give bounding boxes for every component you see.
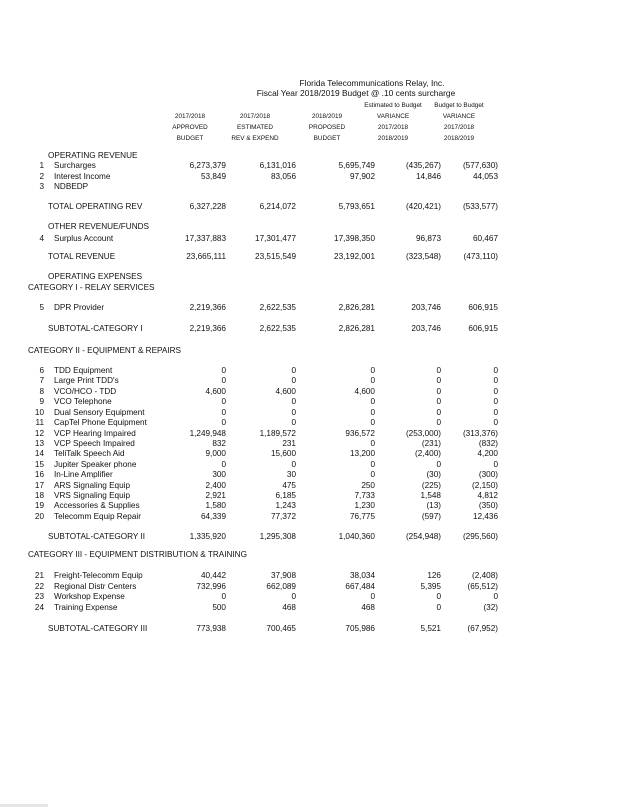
cell-col-4: 0 bbox=[436, 387, 441, 396]
cell-col-2: 662,089 bbox=[266, 582, 296, 591]
cell-col-4: 203,746 bbox=[411, 324, 441, 333]
table-row bbox=[0, 603, 624, 614]
cell-col-1: 300 bbox=[212, 470, 226, 479]
table-row bbox=[0, 449, 624, 460]
row-label: VCP Speech Impaired bbox=[54, 439, 135, 448]
cell-col-4: (231) bbox=[421, 439, 441, 448]
cell-col-1: 0 bbox=[221, 397, 226, 406]
cell-col-1: 832 bbox=[212, 439, 226, 448]
cell-col-1: 0 bbox=[221, 376, 226, 385]
section-category-1: CATEGORY I - RELAY SERVICES bbox=[28, 283, 155, 292]
row-label: VCO Telephone bbox=[54, 397, 112, 406]
cell-col-1: 0 bbox=[221, 366, 226, 375]
row-label: VCP Hearing Impaired bbox=[54, 429, 136, 438]
cell-col-1: 0 bbox=[221, 460, 226, 469]
table-row bbox=[0, 592, 624, 603]
cell-col-5: 0 bbox=[493, 387, 498, 396]
line-number: 14 bbox=[34, 449, 44, 458]
cell-col-1: 17,337,883 bbox=[185, 234, 226, 243]
cell-col-3: 0 bbox=[370, 408, 375, 417]
cell-col-1: 6,273,379 bbox=[189, 161, 226, 170]
table-row bbox=[0, 397, 624, 408]
row-label: TDD Equipment bbox=[54, 366, 113, 375]
cell-col-4: (435,267) bbox=[405, 161, 441, 170]
header-c4-line-2: 2017/2018 bbox=[377, 124, 409, 131]
cell-col-1: 23,665,111 bbox=[186, 252, 226, 261]
row-label: TeliTalk Speech Aid bbox=[54, 449, 125, 458]
cell-col-2: 6,185 bbox=[275, 491, 296, 500]
row-label: SUBTOTAL-CATEGORY II bbox=[48, 532, 146, 541]
cell-col-5: 60,467 bbox=[472, 234, 498, 243]
cell-col-1: 2,400 bbox=[205, 481, 226, 490]
cell-col-5: 0 bbox=[493, 397, 498, 406]
table-row bbox=[0, 418, 624, 429]
cell-col-1: 773,938 bbox=[196, 624, 226, 633]
cell-col-1: 0 bbox=[221, 418, 226, 427]
row-label: Interest Income bbox=[54, 172, 111, 181]
cell-col-2: 83,056 bbox=[270, 172, 296, 181]
cell-col-3: 0 bbox=[370, 418, 375, 427]
header-c2-line-2: REV & EXPEND bbox=[231, 135, 279, 142]
line-number: 13 bbox=[34, 439, 44, 448]
cell-col-4: 0 bbox=[436, 418, 441, 427]
cell-col-3: 667,484 bbox=[345, 582, 375, 591]
cell-col-1: 732,996 bbox=[196, 582, 226, 591]
cell-col-4: 14,846 bbox=[415, 172, 441, 181]
cell-col-2: 6,131,016 bbox=[259, 161, 296, 170]
cell-col-5: 0 bbox=[493, 592, 498, 601]
cell-col-3: 0 bbox=[370, 376, 375, 385]
cell-col-1: 1,249,948 bbox=[189, 429, 226, 438]
cell-col-2: 0 bbox=[291, 397, 296, 406]
cell-col-3: 23,192,001 bbox=[334, 252, 375, 261]
cell-col-3: 7,733 bbox=[354, 491, 375, 500]
cell-col-2: 1,189,572 bbox=[259, 429, 296, 438]
line-number: 16 bbox=[34, 470, 44, 479]
cell-col-5: 606,915 bbox=[468, 303, 498, 312]
header-c2-line-1: ESTIMATED bbox=[236, 124, 274, 131]
cell-col-4: 0 bbox=[436, 460, 441, 469]
cell-col-1: 1,335,920 bbox=[189, 532, 226, 541]
cell-col-1: 64,339 bbox=[200, 512, 226, 521]
total-row bbox=[0, 202, 624, 213]
table-row bbox=[0, 234, 624, 245]
cell-col-2: 0 bbox=[291, 418, 296, 427]
line-number: 9 bbox=[39, 397, 44, 406]
cell-col-3: 5,695,749 bbox=[338, 161, 375, 170]
table-row bbox=[0, 571, 624, 582]
line-number: 24 bbox=[34, 603, 44, 612]
cell-col-3: 97,902 bbox=[349, 172, 375, 181]
cell-col-5: 0 bbox=[493, 366, 498, 375]
row-label: Surplus Account bbox=[54, 234, 114, 243]
header-c4-line-3: 2018/2019 bbox=[377, 135, 409, 142]
row-label: Jupiter Speaker phone bbox=[54, 460, 137, 469]
cell-col-2: 0 bbox=[291, 376, 296, 385]
line-number: 3 bbox=[39, 182, 44, 191]
cell-col-2: 4,600 bbox=[275, 387, 296, 396]
cell-col-4: 203,746 bbox=[411, 303, 441, 312]
line-number: 10 bbox=[34, 408, 44, 417]
row-label: Dual Sensory Equipment bbox=[54, 408, 145, 417]
line-number: 15 bbox=[34, 460, 44, 469]
row-label: TOTAL OPERATING REV bbox=[48, 202, 143, 211]
cell-col-4: 0 bbox=[436, 592, 441, 601]
row-label: Large Print TDD's bbox=[54, 376, 119, 385]
cell-col-3: 2,826,281 bbox=[338, 303, 375, 312]
cell-col-1: 1,580 bbox=[205, 501, 226, 510]
cell-col-5: (832) bbox=[478, 439, 498, 448]
cell-col-2: 23,515,549 bbox=[255, 252, 296, 261]
row-label: NDBEDP bbox=[54, 182, 89, 191]
cell-col-5: 12,436 bbox=[472, 512, 498, 521]
cell-col-5: 0 bbox=[493, 460, 498, 469]
cell-col-1: 0 bbox=[221, 408, 226, 417]
cell-col-4: (597) bbox=[421, 512, 441, 521]
table-row bbox=[0, 376, 624, 387]
header-c3-line-2: BUDGET bbox=[313, 135, 341, 142]
cell-col-2: 0 bbox=[291, 460, 296, 469]
cell-col-5: (577,630) bbox=[462, 161, 498, 170]
line-number: 11 bbox=[35, 418, 44, 427]
cell-col-1: 2,219,366 bbox=[189, 324, 226, 333]
cell-col-1: 9,000 bbox=[205, 449, 226, 458]
cell-col-5: 0 bbox=[493, 418, 498, 427]
section-category-2: CATEGORY II - EQUIPMENT & REPAIRS bbox=[28, 346, 182, 355]
cell-col-5: (473,110) bbox=[463, 252, 498, 261]
header-c5-line-0: Budget to Budget bbox=[434, 102, 484, 109]
cell-col-3: 2,826,281 bbox=[338, 324, 375, 333]
row-label: TOTAL REVENUE bbox=[48, 252, 116, 261]
cell-col-2: 0 bbox=[291, 592, 296, 601]
cell-col-3: 0 bbox=[370, 439, 375, 448]
cell-col-2: 700,465 bbox=[266, 624, 296, 633]
cell-col-4: (13) bbox=[426, 501, 441, 510]
cell-col-4: 0 bbox=[436, 397, 441, 406]
row-label: CapTel Phone Equipment bbox=[54, 418, 147, 427]
cell-col-2: 37,908 bbox=[270, 571, 296, 580]
cell-col-2: 0 bbox=[291, 366, 296, 375]
cell-col-5: 0 bbox=[493, 376, 498, 385]
cell-col-5: (2,150) bbox=[472, 481, 498, 490]
line-number: 22 bbox=[34, 582, 44, 591]
cell-col-5: (32) bbox=[483, 603, 498, 612]
cell-col-2: 468 bbox=[282, 603, 296, 612]
row-label: In-Line Amplifier bbox=[54, 470, 113, 479]
header-c2-line-0: 2017/2018 bbox=[239, 113, 271, 120]
header-c4-line-0: Estimated to Budget bbox=[364, 102, 422, 109]
table-row bbox=[0, 303, 624, 314]
table-row bbox=[0, 182, 624, 193]
cell-col-2: 1,243 bbox=[275, 501, 296, 510]
cell-col-5: (300) bbox=[478, 470, 498, 479]
row-label: SUBTOTAL-CATEGORY I bbox=[48, 324, 143, 333]
cell-col-4: 126 bbox=[427, 571, 441, 580]
line-number: 4 bbox=[39, 234, 44, 243]
cell-col-3: 468 bbox=[361, 603, 375, 612]
row-label: Workshop Expense bbox=[54, 592, 125, 601]
cell-col-3: 0 bbox=[370, 366, 375, 375]
cell-col-3: 4,600 bbox=[354, 387, 375, 396]
cell-col-5: 4,200 bbox=[477, 449, 498, 458]
line-number: 21 bbox=[34, 571, 44, 580]
table-row bbox=[0, 161, 624, 172]
cell-col-4: (253,000) bbox=[405, 429, 441, 438]
line-number: 2 bbox=[39, 172, 44, 181]
cell-col-4: 1,548 bbox=[420, 491, 441, 500]
section-operating-expenses: OPERATING EXPENSES bbox=[48, 272, 143, 281]
table-row bbox=[0, 470, 624, 481]
cell-col-3: 17,398,350 bbox=[334, 234, 375, 243]
line-number: 18 bbox=[34, 491, 44, 500]
cell-col-4: 0 bbox=[436, 376, 441, 385]
cell-col-2: 77,372 bbox=[270, 512, 296, 521]
line-number: 1 bbox=[39, 161, 44, 170]
cell-col-2: 475 bbox=[282, 481, 296, 490]
header-c5-line-2: 2017/2018 bbox=[443, 124, 475, 131]
cell-col-2: 0 bbox=[291, 408, 296, 417]
cell-col-3: 0 bbox=[370, 470, 375, 479]
header-c5-line-1: VARIANCE bbox=[442, 113, 476, 120]
cell-col-2: 1,295,308 bbox=[259, 532, 296, 541]
cell-col-2: 231 bbox=[282, 439, 296, 448]
section-other-revenue: OTHER REVENUE/FUNDS bbox=[48, 222, 149, 231]
cell-col-4: 5,395 bbox=[420, 582, 441, 591]
cell-col-2: 2,622,535 bbox=[259, 324, 296, 333]
cell-col-3: 936,572 bbox=[345, 429, 375, 438]
cell-col-4: (323,548) bbox=[405, 252, 441, 261]
cell-col-3: 0 bbox=[370, 592, 375, 601]
document-subtitle: Fiscal Year 2018/2019 Budget @ .10 cents surcharge bbox=[256, 88, 456, 98]
line-number: 20 bbox=[34, 512, 44, 521]
cell-col-3: 0 bbox=[370, 397, 375, 406]
cell-col-1: 0 bbox=[221, 592, 226, 601]
row-label: Telecomm Equip Repair bbox=[54, 512, 141, 521]
cell-col-5: 4,812 bbox=[477, 491, 498, 500]
cell-col-3: 1,230 bbox=[354, 501, 375, 510]
cell-col-5: (65,512) bbox=[467, 582, 498, 591]
header-c1-line-2: BUDGET bbox=[176, 135, 204, 142]
total-row bbox=[0, 624, 624, 635]
cell-col-3: 705,986 bbox=[345, 624, 375, 633]
row-label: ARS Signaling Equip bbox=[54, 481, 131, 490]
total-row bbox=[0, 252, 624, 263]
line-number: 6 bbox=[39, 366, 44, 375]
cell-col-1: 40,442 bbox=[200, 571, 226, 580]
cell-col-5: (295,560) bbox=[462, 532, 498, 541]
header-c1-line-1: APPROVED bbox=[172, 124, 208, 131]
cell-col-2: 2,622,535 bbox=[259, 303, 296, 312]
cell-col-5: 0 bbox=[493, 408, 498, 417]
cell-col-3: 76,775 bbox=[349, 512, 375, 521]
cell-col-5: (350) bbox=[478, 501, 498, 510]
line-number: 17 bbox=[34, 481, 44, 490]
header-c3-line-1: PROPOSED bbox=[308, 124, 346, 131]
cell-col-5: (67,952) bbox=[467, 624, 498, 633]
row-label: Freight-Telecomm Equip bbox=[54, 571, 143, 580]
cell-col-1: 2,219,366 bbox=[189, 303, 226, 312]
cell-col-2: 6,214,072 bbox=[259, 202, 296, 211]
cell-col-4: (225) bbox=[421, 481, 441, 490]
cell-col-4: 0 bbox=[436, 408, 441, 417]
cell-col-3: 38,034 bbox=[349, 571, 375, 580]
row-label: VRS Signaling Equip bbox=[54, 491, 131, 500]
cell-col-1: 500 bbox=[212, 603, 226, 612]
cell-col-4: (420,421) bbox=[405, 202, 441, 211]
total-row bbox=[0, 324, 624, 335]
cell-col-4: (30) bbox=[426, 470, 441, 479]
cell-col-2: 15,600 bbox=[270, 449, 296, 458]
cell-col-4: 0 bbox=[436, 603, 441, 612]
cell-col-5: (2,408) bbox=[472, 571, 498, 580]
cell-col-5: 44,053 bbox=[472, 172, 498, 181]
cell-col-1: 53,849 bbox=[200, 172, 226, 181]
line-number: 19 bbox=[34, 501, 44, 510]
line-number: 23 bbox=[34, 592, 44, 601]
cell-col-3: 250 bbox=[361, 481, 375, 490]
section-operating-revenue: OPERATING REVENUE bbox=[48, 151, 138, 160]
cell-col-4: (254,948) bbox=[405, 532, 441, 541]
cell-col-2: 30 bbox=[286, 470, 296, 479]
cell-col-4: 96,873 bbox=[415, 234, 441, 243]
row-label: Regional Distr Centers bbox=[54, 582, 137, 591]
line-number: 7 bbox=[39, 376, 44, 385]
cell-col-5: (533,577) bbox=[462, 202, 498, 211]
cell-col-4: 0 bbox=[436, 366, 441, 375]
table-row bbox=[0, 512, 624, 523]
row-label: Accessories & Supplies bbox=[54, 501, 140, 510]
header-c1-line-0: 2017/2018 bbox=[174, 113, 206, 120]
header-c3-line-0: 2018/2019 bbox=[311, 113, 343, 120]
row-label: Surcharges bbox=[54, 161, 96, 170]
cell-col-1: 2,921 bbox=[205, 491, 226, 500]
section-category-3: CATEGORY III - EQUIPMENT DISTRIBUTION & TRAINING bbox=[28, 550, 247, 559]
cell-col-3: 1,040,360 bbox=[338, 532, 375, 541]
cell-col-4: (2,400) bbox=[415, 449, 441, 458]
table-row bbox=[0, 501, 624, 512]
header-c4-line-1: VARIANCE bbox=[376, 113, 410, 120]
cell-col-4: 5,521 bbox=[420, 624, 441, 633]
cell-col-3: 13,200 bbox=[349, 449, 375, 458]
cell-col-1: 4,600 bbox=[205, 387, 226, 396]
row-label: Training Expense bbox=[54, 603, 118, 612]
line-number: 12 bbox=[34, 429, 44, 438]
row-label: DPR Provider bbox=[54, 303, 105, 312]
total-row bbox=[0, 532, 624, 543]
cell-col-3: 0 bbox=[370, 460, 375, 469]
header-c5-line-3: 2018/2019 bbox=[443, 135, 475, 142]
cell-col-1: 6,327,228 bbox=[189, 202, 226, 211]
cell-col-3: 5,793,651 bbox=[338, 202, 375, 211]
row-label: SUBTOTAL-CATEGORY III bbox=[48, 624, 148, 633]
row-label: VCO/HCO - TDD bbox=[54, 387, 117, 396]
cell-col-5: (313,376) bbox=[462, 429, 498, 438]
cell-col-5: 606,915 bbox=[468, 324, 498, 333]
line-number: 8 bbox=[39, 387, 44, 396]
line-number: 5 bbox=[39, 303, 44, 312]
cell-col-2: 17,301,477 bbox=[255, 234, 296, 243]
document-title: Florida Telecommunications Relay, Inc. bbox=[299, 78, 445, 88]
